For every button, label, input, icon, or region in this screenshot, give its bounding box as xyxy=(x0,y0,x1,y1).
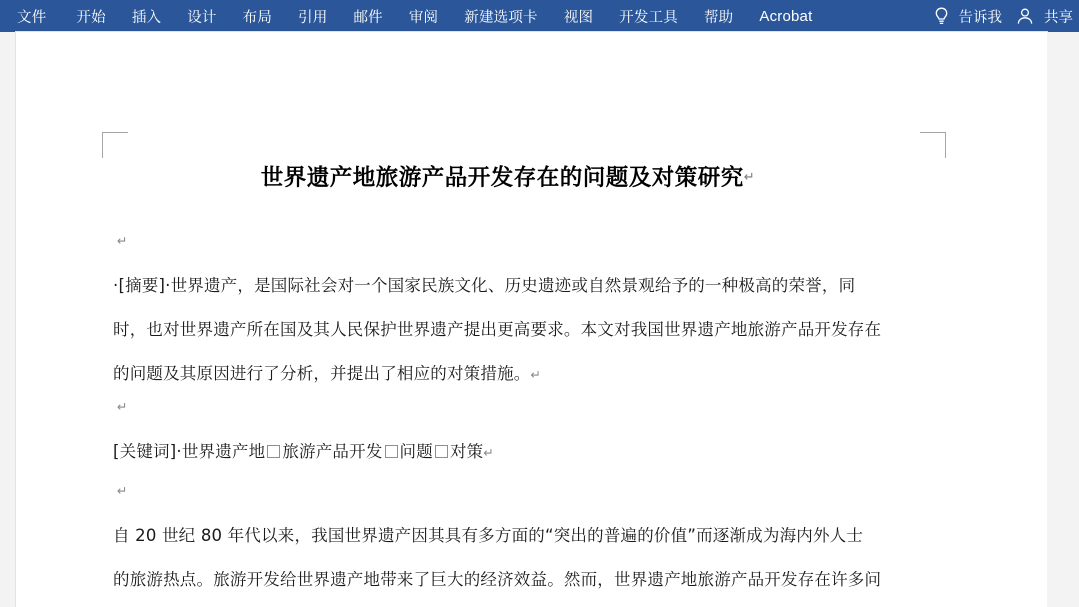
tab-file[interactable]: 文件 xyxy=(17,9,47,26)
abstract-line-3-text: 的问题及其原因进行了分析，并提出了相应的对策措施。 xyxy=(113,364,531,383)
canvas-right-strip xyxy=(1047,32,1079,607)
abstract-line-2: 时，也对世界遗产所在国及其人民保护世界遗产提出更高要求。本文对我国世界遗产地旅游产品开发存在 xyxy=(113,320,882,339)
paragraph-mark: ↵ xyxy=(530,367,542,382)
empty-paragraph-mark-3: ↵ xyxy=(117,483,128,498)
share-button[interactable]: 共享 xyxy=(1044,9,1073,26)
tab-help[interactable]: 帮助 xyxy=(703,9,734,26)
keywords-paragraph xyxy=(113,430,903,475)
tab-review[interactable]: 审阅 xyxy=(408,9,439,26)
lightbulb-icon[interactable] xyxy=(927,0,957,32)
document-title xyxy=(113,160,903,192)
intro-paragraph xyxy=(113,514,903,602)
intro-line-2: 的旅游热点。旅游开发给世界遗产地带来了巨大的经济效益。然而，世界遗产地旅游产品开发存在许多问 xyxy=(113,570,882,589)
keywords-mid-2: 问题 xyxy=(399,442,433,461)
box-char-icon xyxy=(435,445,448,458)
tab-layout[interactable]: 布局 xyxy=(242,9,273,26)
keywords-line xyxy=(113,430,903,475)
tab-home[interactable]: 开始 xyxy=(76,9,106,26)
tab-insert[interactable]: 插入 xyxy=(131,9,162,26)
keywords-suffix: 对策 xyxy=(449,442,484,461)
abstract-line-1: ·[摘要]·世界遗产，是国际社会对一个国家民族文化、历史遗迹或自然景观给予的一种极高的荣誉，同 xyxy=(113,276,856,295)
margin-mark-top-left xyxy=(102,132,128,158)
margin-mark-top-right xyxy=(920,132,946,158)
paragraph-mark: ↵ xyxy=(743,170,756,185)
ribbon-tab-bar xyxy=(0,0,1079,32)
empty-paragraph-mark-1: ↵ xyxy=(117,233,128,248)
empty-paragraph-mark-2: ↵ xyxy=(117,399,128,414)
person-icon[interactable] xyxy=(1010,0,1040,32)
keywords-prefix: [关键词]·世界遗产地 xyxy=(113,442,266,461)
paragraph-mark: ↵ xyxy=(483,445,495,460)
tab-view[interactable]: 视图 xyxy=(563,9,594,26)
ribbon-right-group xyxy=(927,0,1079,32)
box-char-icon xyxy=(267,445,280,458)
tab-mailings[interactable]: 邮件 xyxy=(353,9,383,26)
tab-new-tab[interactable]: 新建选项卡 xyxy=(464,9,538,26)
tab-developer[interactable]: 开发工具 xyxy=(619,9,678,26)
abstract-paragraph xyxy=(113,264,903,397)
box-char-icon xyxy=(385,445,398,458)
abstract-line-3 xyxy=(113,352,903,397)
intro-line-1: 自 20 世纪 80 年代以来，我国世界遗产因其具有多方面的“突出的普遍的价值”而逐渐成为海内外人士 xyxy=(113,526,864,545)
tab-acrobat[interactable]: Acrobat xyxy=(759,7,813,25)
tab-references[interactable]: 引用 xyxy=(298,9,328,26)
document-title-text: 世界遗产地旅游产品开发存在的问题及对策研究 xyxy=(260,165,744,191)
keywords-mid-1: 旅游产品开发 xyxy=(282,442,383,461)
tell-me-button[interactable]: 告诉我 xyxy=(958,9,1002,26)
tab-design[interactable]: 设计 xyxy=(187,9,217,26)
